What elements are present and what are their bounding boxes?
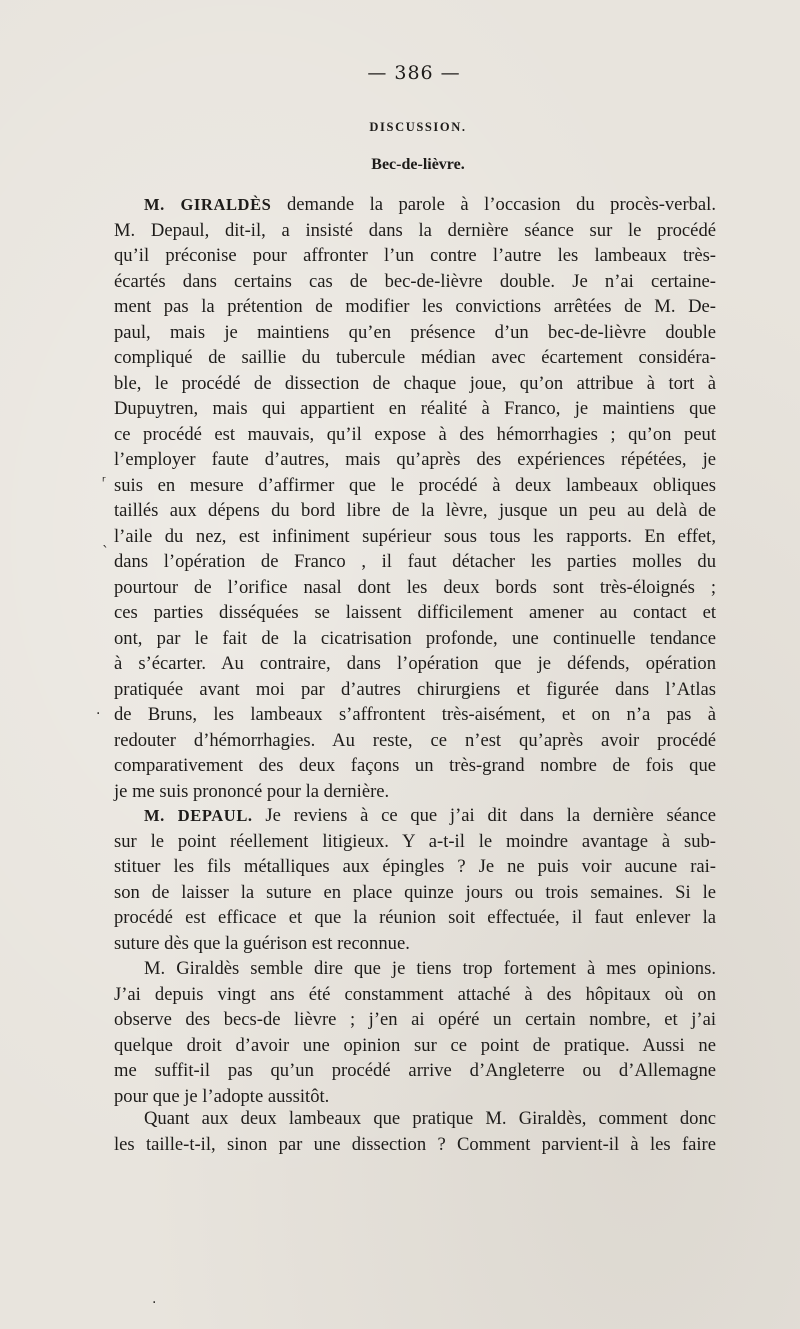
text-line: paul, mais je maintiens qu’en présence d’un bec-de-lièvre double	[114, 321, 716, 343]
text-line: à s’écarter. Au contraire, dans l’opération que je défends, opération	[114, 653, 716, 674]
text-line: pour que je l’adopte aussitôt.	[114, 1085, 330, 1107]
text-line: pourtour de l’orifice nasal dont les deux bords sont très-éloignés ;	[114, 576, 716, 598]
paragraph-first-line	[114, 192, 716, 218]
text-line: observe des becs-de lièvre ; j’en ai opéré un certain nombre, et j’ai	[114, 1009, 716, 1030]
paragraph-first-line: Quant aux deux lambeaux que pratique M. Giraldès, comment donc	[144, 1108, 716, 1129]
text-line: pratiquée avant moi par d’autres chirurgiens et figurée dans l’Atlas	[114, 678, 716, 700]
text-line: comparativement des deux façons un très-grand nombre de fois que	[114, 755, 716, 776]
text-line: me suffit-il pas qu’un procédé arrive d’Angleterre ou d’Allemagne	[114, 1060, 716, 1081]
margin-mark: ʳ	[102, 474, 106, 490]
margin-mark: ·	[152, 1295, 157, 1311]
text-line: je me suis prononcé pour la dernière.	[114, 780, 390, 802]
text-line: l’employer faute d’autres, mais qu’après des expériences répétées, je	[114, 449, 716, 470]
text-line: J’ai depuis vingt ans été constamment attaché à des hôpitaux où on	[114, 983, 716, 1005]
text-line: suis en mesure d’affirmer que le procédé à deux lambeaux obliques	[114, 474, 716, 496]
text-line: redouter d’hémorrhagies. Au reste, ce n’est qu’après avoir procédé	[114, 729, 716, 751]
text-line: son de laisser la suture en place quinze jours ou trois semaines. Si le	[114, 881, 716, 903]
text-line: ble, le procédé de dissection de chaque joue, qu’on attribue à tort à	[114, 372, 716, 394]
text-line: écartés dans certains cas de bec-de-lièvre double. Je n’ai certaine-	[114, 270, 716, 292]
speaker-name: M. DEPAUL.	[144, 806, 253, 825]
paragraph-lambeaux	[114, 1106, 716, 1157]
page-number: — 386 —	[367, 62, 461, 84]
paragraph-depaul-continued	[114, 956, 716, 1109]
margin-mark: ˎ	[102, 532, 109, 548]
margin-mark: ·	[96, 706, 101, 722]
text-line: quelque droit d’avoir une opinion sur ce point de pratique. Aussi ne	[114, 1034, 716, 1056]
text-line: de Bruns, les lambeaux s’affrontent très-aisément, et on n’a pas à	[114, 704, 716, 725]
first-line-text: Je reviens à ce que j’ai dit dans la dernière séance	[252, 805, 717, 826]
text-line: stituer les fils métalliques aux épingles ? Je ne puis voir aucune rai-	[114, 856, 716, 877]
text-line: dans l’opération de Franco , il faut détacher les parties molles du	[114, 551, 716, 572]
text-line: ont, par le fait de la cicatrisation profonde, une continuelle tendance	[114, 627, 716, 649]
speaker-name: M. GIRALDÈS	[144, 195, 272, 214]
paragraph-first-line	[114, 803, 716, 829]
paragraph-giraldes	[114, 192, 716, 804]
text-line: Dupuytren, mais qui appartient en réalité à Franco, je maintiens que	[114, 398, 716, 419]
text-line: compliqué de saillie du tubercule médian avec écartement considéra-	[114, 347, 716, 368]
text-line: suture dès que la guérison est reconnue.	[114, 932, 410, 954]
text-line: M. Depaul, dit-il, a insisté dans la dernière séance sur le procédé	[114, 219, 716, 241]
text-line: ment pas la prétention de modifier les convictions arrêtées de M. De-	[114, 296, 716, 317]
first-line-text: demande la parole à l’occasion du procès-verbal.	[271, 194, 716, 215]
text-line: procédé est efficace et que la réunion soit effectuée, il faut enlever la	[114, 907, 716, 928]
text-line: ce procédé est mauvais, qu’il expose à des hémorrhagies ; qu’on peut	[114, 423, 716, 445]
text-line: ces parties disséquées se laissent difficilement amener au contact et	[114, 602, 716, 623]
section-title: DISCUSSION.	[369, 120, 467, 134]
text-line: les taille-t-il, sinon par une dissection ? Comment parvient-il à les faire	[114, 1133, 716, 1155]
text-line: taillés aux dépens du bord libre de la lèvre, jusque un peu au delà de	[114, 500, 716, 521]
text-line: qu’il préconise pour affronter l’un contre l’autre les lambeaux très-	[114, 245, 716, 266]
text-line: sur le point réellement litigieux. Y a-t-il le moindre avantage à sub-	[114, 830, 716, 852]
text-line: l’aile du nez, est infiniment supérieur sous tous les rapports. En effet,	[114, 525, 716, 547]
paragraph-depaul	[114, 803, 716, 956]
paragraph-first-line: M. Giraldès semble dire que je tiens trop fortement à mes opinions.	[144, 958, 716, 979]
subsection-title: Bec-de-lièvre.	[371, 156, 465, 173]
